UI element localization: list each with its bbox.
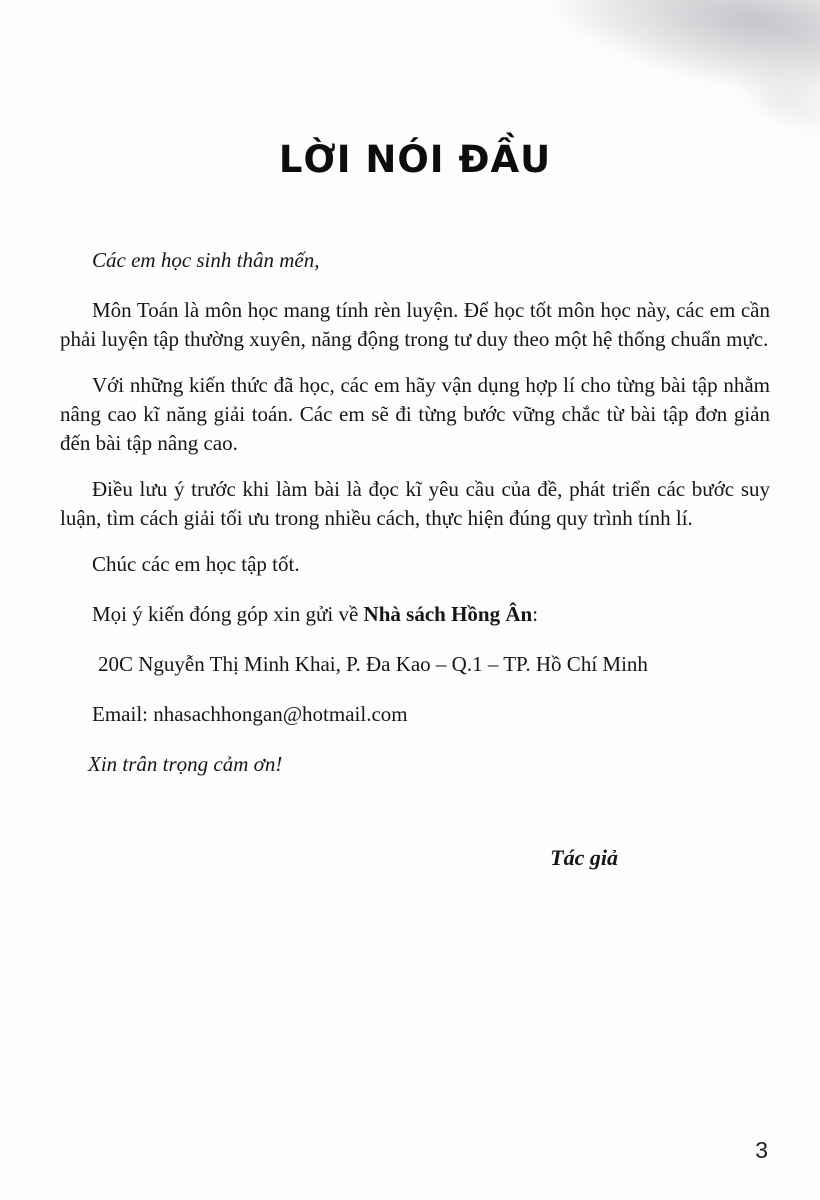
feedback-suffix: : bbox=[532, 602, 539, 626]
closing-line: Chúc các em học tập tốt. bbox=[92, 552, 300, 576]
body-paragraph-3: Điều lưu ý trước khi làm bài là đọc kĩ yêu cầu của đề, phát triển các bước suy luận, tìm cách giải tối ưu trong nhiều cách, thực hiện đúng quy trình tính lí. bbox=[60, 477, 770, 530]
body-paragraph-1: Môn Toán là môn học mang tính rèn luyện. Để học tốt môn học này, các em cần phải luyện tập thường xuyên, năng động trong tư duy theo một hệ thống chuẩn mực. bbox=[60, 298, 770, 351]
feedback-line bbox=[60, 600, 770, 629]
author-signature: Tác giả bbox=[550, 845, 618, 870]
feedback-prefix: Mọi ý kiến đóng góp xin gửi về bbox=[92, 602, 364, 626]
salutation-line: Các em học sinh thân mến, bbox=[92, 248, 320, 272]
page-title: LỜI NÓI ĐẦU bbox=[278, 138, 552, 181]
email-line: Email: nhasachhongan@hotmail.com bbox=[92, 702, 408, 726]
body-paragraph-2: Với những kiến thức đã học, các em hãy vận dụng hợp lí cho từng bài tập nhằm nâng cao kĩ năng giải toán. Các em sẽ đi từng bước vững chắc từ bài tập đơn giản đến bài tập nâng cao. bbox=[60, 373, 770, 455]
address-line: 20C Nguyễn Thị Minh Khai, P. Đa Kao – Q.1 – TP. Hồ Chí Minh bbox=[98, 652, 648, 676]
page-number: 3 bbox=[755, 1137, 768, 1163]
publisher-name: Nhà sách Hồng Ân bbox=[363, 602, 533, 626]
thanks-line: Xin trân trọng cảm ơn! bbox=[88, 752, 283, 776]
